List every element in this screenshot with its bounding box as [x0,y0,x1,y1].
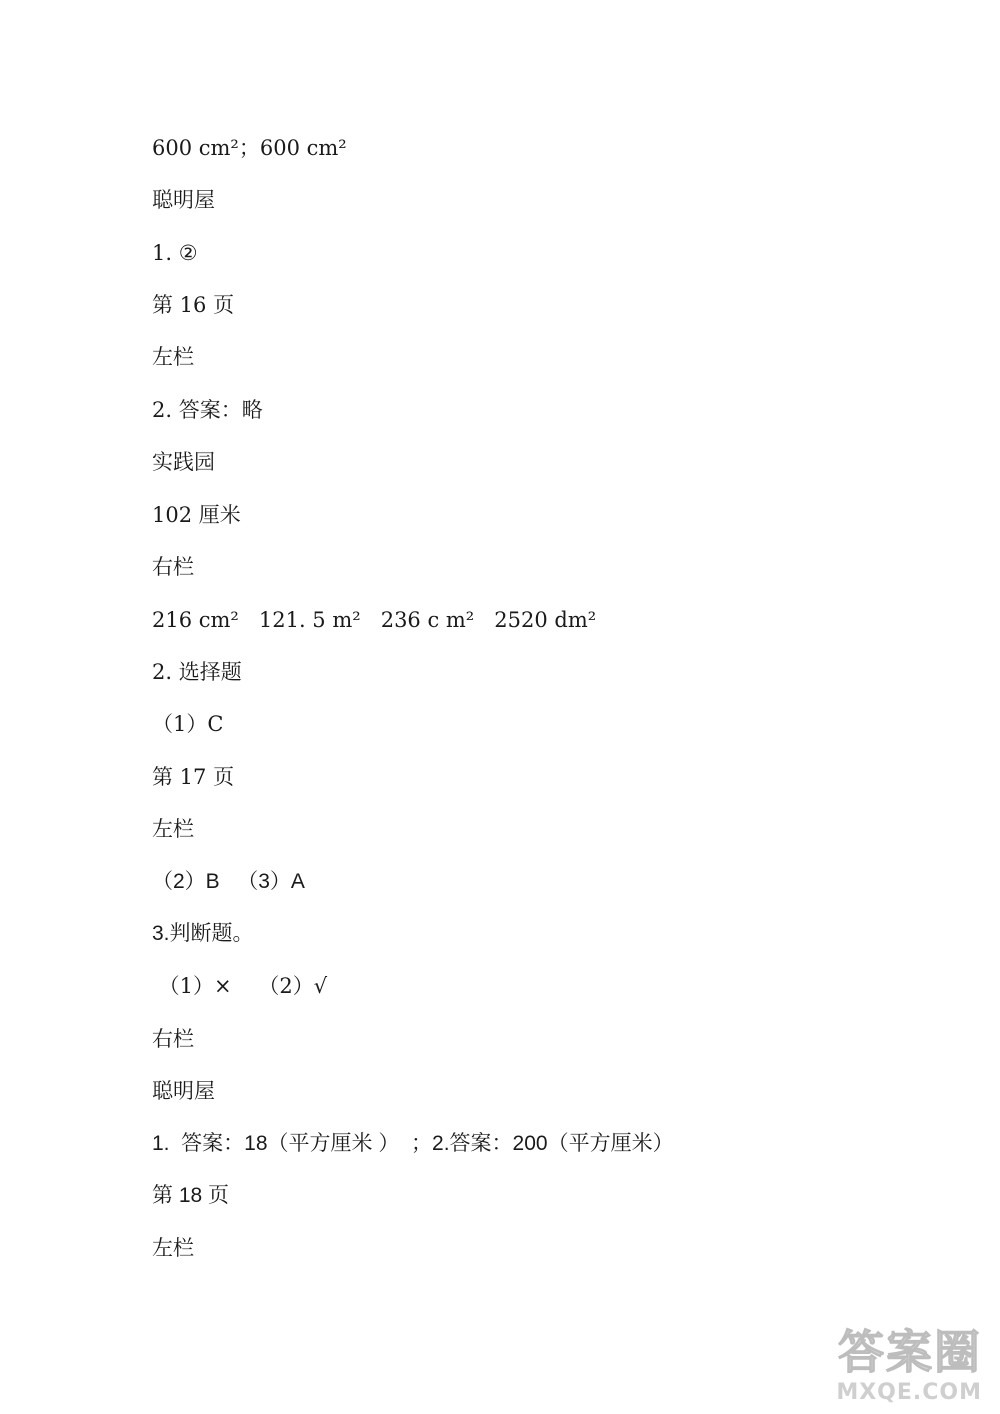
question-heading-judgement: 3.判断题。 [152,922,254,945]
answer-line: 1. 答案：18（平方厘米 ） ；2.答案：200（平方厘米） [152,1132,674,1155]
watermark-url: MXQE.COM [836,1380,982,1405]
answer-line: 2. 答案：略 [152,398,263,422]
section-heading-shijianyuan: 实践园 [152,450,215,474]
answer-line: 1. ② [152,241,198,265]
section-heading-congmingwu: 聪明屋 [152,1079,215,1103]
watermark-logo [800,1326,990,1406]
question-heading-choice: 2. 选择题 [152,660,242,684]
column-label-left: 左栏 [152,345,194,369]
answer-line-areas: 216 cm² 121. 5 m² 236 c m² 2520 dm² [152,608,597,632]
column-label-left: 左栏 [152,1236,194,1260]
answer-line: （1）× （2）√ [152,974,328,998]
answer-line-area: 600 cm²；600 cm² [152,136,347,160]
answer-line: 102 厘米 [152,503,241,527]
page-heading-17: 第 17 页 [152,765,235,789]
page-heading-16: 第 16 页 [152,293,235,317]
column-label-right: 右栏 [152,555,194,579]
section-heading-congmingwu: 聪明屋 [152,188,215,212]
column-label-right: 右栏 [152,1027,194,1051]
answer-line: （2）B （3）A [152,870,305,893]
column-label-left: 左栏 [152,817,194,841]
watermark-chinese: 答案圈 [838,1325,982,1379]
page-heading-18: 第 18 页 [152,1184,230,1207]
answer-line: （1）C [152,712,224,736]
